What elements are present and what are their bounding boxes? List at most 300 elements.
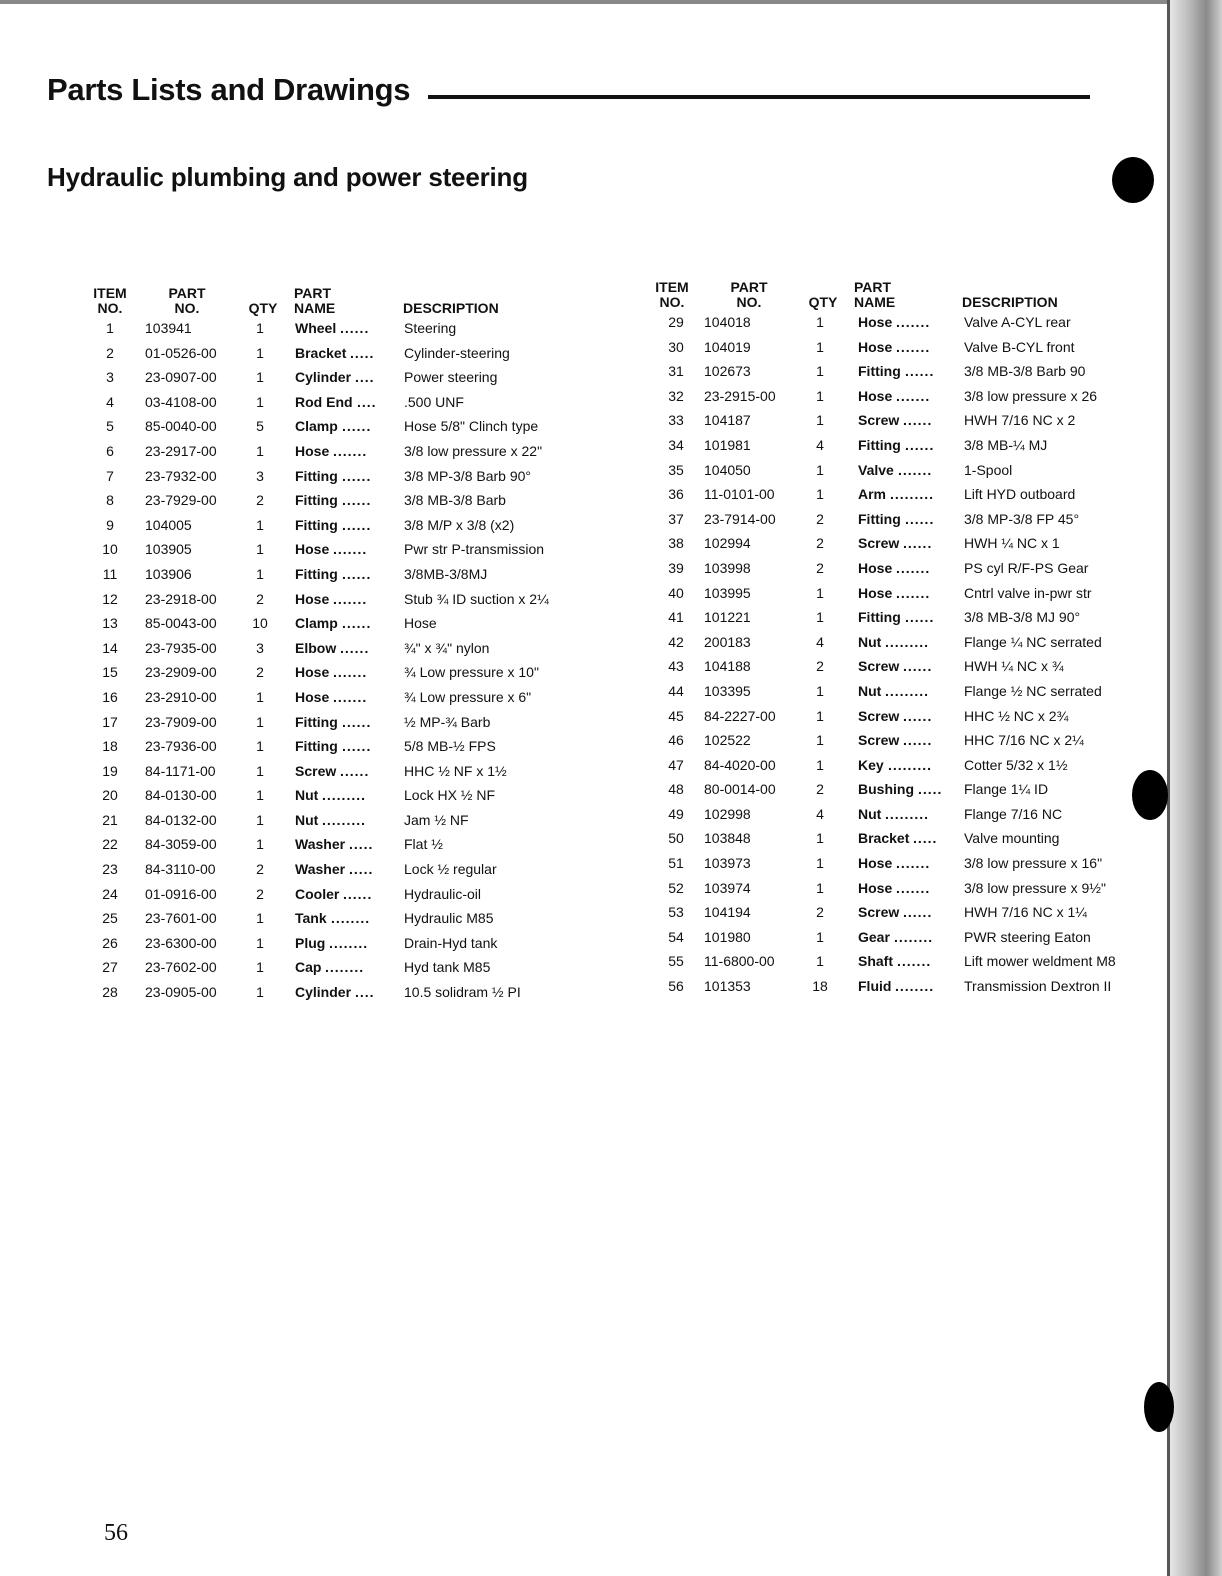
item-no: 33	[668, 412, 684, 429]
description: Flange ¼ NC serrated	[964, 633, 1102, 650]
part-name: Screw	[858, 412, 900, 429]
section-subtitle: Hydraulic plumbing and power steering	[47, 162, 528, 192]
leader-dots: ......	[342, 516, 372, 533]
qty: 1	[256, 836, 264, 853]
part-no: 102522	[704, 732, 751, 749]
leader-dots: ........	[331, 910, 371, 927]
description: Flange ½ NC serrated	[964, 682, 1102, 699]
item-no: 44	[668, 682, 684, 699]
part-name: Nut	[295, 787, 319, 804]
qty: 1	[256, 984, 264, 1001]
item-no: 6	[106, 442, 114, 459]
qty: 1	[816, 732, 824, 749]
item-no: 41	[668, 609, 684, 626]
description: Power steering	[404, 369, 498, 386]
item-no: 29	[668, 314, 684, 330]
part-name: Bracket	[858, 830, 910, 847]
leader-dots: .....	[349, 861, 374, 878]
item-no: 31	[668, 363, 684, 380]
leader-dots: ....	[355, 369, 375, 386]
leader-dots: ......	[903, 904, 933, 921]
description: Lift HYD outboard	[964, 486, 1076, 503]
item-no: 46	[668, 732, 684, 749]
part-no: 102673	[704, 363, 751, 380]
leader-dots: .......	[896, 855, 931, 872]
part-name: Hose	[858, 387, 893, 404]
part-no: 102994	[704, 535, 751, 552]
item-no: 17	[102, 713, 118, 730]
qty: 2	[256, 861, 264, 878]
part-no: 103998	[704, 559, 751, 576]
part-no: 200183	[704, 633, 751, 650]
part-name: Arm	[858, 486, 887, 503]
leader-dots: ......	[342, 738, 372, 755]
leader-dots: .........	[885, 682, 930, 699]
description: 3/8 MB-¼ MJ	[964, 436, 1048, 453]
qty: 3	[256, 639, 264, 656]
part-name: Gear	[858, 928, 890, 945]
qty: 4	[816, 805, 824, 822]
item-no: 55	[668, 953, 684, 970]
description: 3/8 MB-3/8 Barb	[404, 492, 506, 509]
leader-dots: ....	[355, 984, 375, 1001]
part-no: 103941	[145, 320, 192, 336]
leader-dots: .........	[888, 756, 933, 773]
leader-dots: ......	[342, 418, 372, 435]
part-name: Fitting	[295, 492, 338, 509]
description: 3/8 low pressure x 16"	[964, 855, 1103, 872]
part-name: Hose	[858, 314, 893, 330]
item-no: 37	[668, 510, 684, 527]
part-name: Screw	[858, 707, 900, 724]
description: Lift mower weldment M8	[964, 953, 1116, 970]
description: Pwr str P-transmission	[404, 541, 545, 558]
description: Hydraulic M85	[404, 910, 494, 927]
leader-dots: .......	[896, 584, 931, 601]
qty: 1	[816, 682, 824, 699]
qty: 1	[816, 412, 824, 429]
description: 5/8 MB-½ FPS	[404, 738, 496, 755]
description: 3/8 low pressure x 26	[964, 387, 1098, 404]
qty: 1	[256, 738, 264, 755]
part-name: Rod End	[295, 393, 353, 410]
part-name: Fluid	[858, 978, 892, 995]
leader-dots: .........	[885, 633, 930, 650]
binder-hole-middle	[1132, 770, 1168, 820]
item-no: 27	[102, 959, 118, 976]
qty: 1	[816, 879, 824, 896]
item-no: 36	[668, 486, 684, 503]
leader-dots: ........	[894, 928, 934, 945]
qty: 1	[816, 584, 824, 601]
part-no: 84-4020-00	[704, 756, 776, 773]
description: .500 UNF	[404, 393, 464, 410]
part-name: Fitting	[295, 565, 338, 582]
part-name: Hose	[295, 541, 330, 558]
description: Stub ¾ ID suction x 2¼	[404, 590, 549, 607]
leader-dots: .....	[350, 344, 375, 361]
part-name: Tank	[295, 910, 327, 927]
leader-dots: ......	[903, 732, 933, 749]
part-name: Fitting	[295, 713, 338, 730]
leader-dots: ......	[342, 615, 372, 632]
description: PWR steering Eaton	[964, 928, 1091, 945]
part-name: Screw	[858, 535, 900, 552]
part-name: Screw	[858, 904, 900, 921]
qty: 1	[256, 565, 264, 582]
leader-dots: ........	[895, 978, 935, 995]
part-name: Wheel	[295, 320, 337, 336]
leader-dots: ......	[905, 609, 935, 626]
part-name: Hose	[858, 559, 893, 576]
description: HWH 7/16 NC x 1¼	[964, 904, 1087, 921]
leader-dots: ......	[903, 535, 933, 552]
header-description: DESCRIPTION	[403, 300, 499, 316]
qty: 2	[256, 492, 264, 509]
description: Hose	[404, 615, 437, 632]
leader-dots: .......	[896, 559, 931, 576]
item-no: 38	[668, 535, 684, 552]
qty: 1	[256, 393, 264, 410]
qty: 2	[816, 559, 824, 576]
item-no: 19	[102, 762, 118, 779]
qty: 1	[816, 461, 824, 478]
item-no: 53	[668, 904, 684, 921]
leader-dots: ........	[325, 959, 365, 976]
leader-dots: ......	[903, 658, 933, 675]
part-name: Hose	[295, 664, 330, 681]
part-no: 103995	[704, 584, 751, 601]
part-no: 84-3110-00	[145, 861, 216, 878]
header-description: DESCRIPTION	[962, 294, 1058, 310]
item-no: 9	[106, 516, 114, 533]
qty: 5	[256, 418, 264, 435]
part-no: 23-2915-00	[704, 387, 776, 404]
description: Jam ½ NF	[404, 811, 469, 828]
description: Cylinder-steering	[404, 344, 510, 361]
item-no: 23	[102, 861, 118, 878]
qty: 1	[256, 787, 264, 804]
part-name: Hose	[858, 338, 893, 355]
leader-dots: .......	[896, 387, 931, 404]
part-no: 103974	[704, 879, 751, 896]
page-top-shadow	[0, 0, 1170, 4]
item-no: 11	[102, 565, 118, 582]
header-part-no: PART NO.	[168, 285, 206, 316]
qty: 2	[816, 535, 824, 552]
item-no: 39	[668, 559, 684, 576]
item-no: 16	[102, 688, 118, 705]
leader-dots: ......	[343, 885, 373, 902]
part-name: Valve	[858, 461, 894, 478]
part-no: 23-2910-00	[145, 688, 217, 705]
part-no: 101980	[704, 928, 751, 945]
item-no: 48	[668, 781, 684, 798]
item-no: 43	[668, 658, 684, 675]
part-no: 23-0905-00	[145, 984, 217, 1001]
part-no: 23-7935-00	[145, 639, 217, 656]
part-no: 103973	[704, 855, 751, 872]
part-no: 101981	[704, 436, 751, 453]
qty: 1	[256, 344, 264, 361]
part-no: 104194	[704, 904, 751, 921]
header-part-no: PART NO.	[730, 279, 768, 310]
description: Transmission Dextron II	[964, 978, 1112, 995]
part-name: Washer	[295, 836, 346, 853]
description: Flange 7/16 NC	[964, 805, 1063, 822]
leader-dots: ......	[905, 363, 935, 380]
header-item-no: ITEM NO.	[655, 279, 689, 310]
leader-dots: ......	[340, 762, 370, 779]
page-edge-shadow	[1170, 0, 1222, 1576]
part-name: Washer	[295, 861, 346, 878]
part-no: 80-0014-00	[704, 781, 776, 798]
item-no: 34	[668, 436, 684, 453]
part-name: Fitting	[858, 510, 901, 527]
item-no: 15	[102, 664, 118, 681]
part-no: 01-0916-00	[145, 885, 217, 902]
qty: 1	[256, 442, 264, 459]
description: Flange 1¼ ID	[964, 781, 1049, 798]
qty: 1	[256, 541, 264, 558]
part-name: Fitting	[295, 516, 338, 533]
description: Steering	[404, 320, 457, 336]
qty: 2	[256, 664, 264, 681]
part-no: 84-0130-00	[145, 787, 217, 804]
description: Valve mounting	[964, 830, 1060, 847]
part-name: Fitting	[295, 738, 338, 755]
part-name: Cylinder	[295, 369, 352, 386]
header-qty: QTY	[808, 294, 838, 310]
part-no: 11-6800-00	[704, 953, 775, 970]
qty: 1	[816, 855, 824, 872]
qty: 1	[816, 387, 824, 404]
description: ¾ Low pressure x 10"	[404, 664, 539, 681]
description: 3/8 MP-3/8 Barb 90°	[404, 467, 531, 484]
item-no: 25	[102, 910, 118, 927]
part-no: 84-0132-00	[145, 811, 217, 828]
part-name: Elbow	[295, 639, 337, 656]
qty: 1	[816, 609, 824, 626]
leader-dots: ......	[340, 639, 370, 656]
qty: 1	[256, 934, 264, 951]
description: HWH ¼ NC x 1	[964, 535, 1060, 552]
description: Drain-Hyd tank	[404, 934, 498, 951]
part-no: 104019	[704, 338, 751, 355]
part-no: 23-2909-00	[145, 664, 217, 681]
part-no: 01-0526-00	[145, 344, 217, 361]
part-name: Bracket	[295, 344, 347, 361]
leader-dots: .......	[898, 461, 933, 478]
description: Cotter 5/32 x 1½	[964, 756, 1068, 773]
header-part-name: PART NAME	[294, 285, 336, 316]
title-rule	[428, 95, 1090, 99]
item-no: 22	[102, 836, 118, 853]
description: 3/8 MB-3/8 MJ 90°	[964, 609, 1081, 626]
item-no: 30	[668, 338, 684, 355]
part-no: 104050	[704, 461, 751, 478]
description: HWH ¼ NC x ¾	[964, 658, 1064, 675]
qty: 1	[816, 928, 824, 945]
header-item-no: ITEM NO.	[93, 285, 127, 316]
item-no: 56	[668, 978, 684, 995]
part-name: Hose	[295, 442, 330, 459]
part-no: 23-7929-00	[145, 492, 217, 509]
item-no: 8	[106, 492, 114, 509]
part-no: 84-2227-00	[704, 707, 776, 724]
qty: 1	[816, 363, 824, 380]
description: 3/8 low pressure x 9½"	[964, 879, 1106, 896]
leader-dots: .......	[896, 338, 931, 355]
qty: 1	[256, 959, 264, 976]
item-no: 3	[106, 369, 114, 386]
leader-dots: .......	[896, 314, 931, 330]
description: 3/8 MB-3/8 Barb 90	[964, 363, 1086, 380]
leader-dots: .......	[333, 664, 368, 681]
part-name: Clamp	[295, 418, 338, 435]
qty: 18	[812, 978, 828, 995]
part-name: Bushing	[858, 781, 914, 798]
description: Hose 5/8" Clinch type	[404, 418, 539, 435]
item-no: 51	[668, 855, 684, 872]
page-number: 56	[104, 1520, 128, 1546]
part-name: Fitting	[858, 363, 901, 380]
part-no: 85-0043-00	[145, 615, 217, 632]
qty: 10	[252, 615, 268, 632]
description: ¾ Low pressure x 6"	[404, 688, 532, 705]
part-no: 103395	[704, 682, 751, 699]
item-no: 13	[102, 615, 118, 632]
leader-dots: ....	[357, 393, 377, 410]
description: 3/8 low pressure x 22"	[404, 442, 543, 459]
qty: 1	[816, 830, 824, 847]
part-no: 84-3059-00	[145, 836, 217, 853]
description: Lock ½ regular	[404, 861, 497, 878]
leader-dots: ......	[342, 467, 372, 484]
part-no: 103906	[145, 565, 192, 582]
part-name: Plug	[295, 934, 326, 951]
item-no: 28	[102, 984, 118, 1001]
part-name: Hose	[858, 584, 893, 601]
description: 10.5 solidram ½ PI	[404, 984, 521, 1001]
description: Valve B-CYL front	[964, 338, 1075, 355]
part-no: 23-7909-00	[145, 713, 217, 730]
part-name: Hose	[858, 855, 893, 872]
part-name: Fitting	[295, 467, 338, 484]
part-no: 23-7936-00	[145, 738, 217, 755]
item-no: 52	[668, 879, 684, 896]
item-no: 14	[102, 639, 118, 656]
description: 3/8MB-3/8MJ	[404, 565, 488, 582]
description: HWH 7/16 NC x 2	[964, 412, 1076, 429]
leader-dots: .........	[885, 805, 930, 822]
qty: 1	[256, 516, 264, 533]
part-no: 23-2917-00	[145, 442, 217, 459]
item-no: 20	[102, 787, 118, 804]
part-no: 102998	[704, 805, 751, 822]
description: ¾" x ¾" nylon	[404, 639, 490, 656]
qty: 4	[816, 436, 824, 453]
leader-dots: ......	[340, 320, 370, 336]
qty: 2	[816, 904, 824, 921]
part-name: Cooler	[295, 885, 340, 902]
part-no: 23-7601-00	[145, 910, 217, 927]
part-name: Hose	[295, 688, 330, 705]
part-name: Hose	[295, 590, 330, 607]
part-name: Cylinder	[295, 984, 352, 1001]
part-no: 104187	[704, 412, 751, 429]
part-no: 84-1171-00	[145, 762, 216, 779]
page-title: Parts Lists and Drawings	[47, 72, 411, 107]
leader-dots: .....	[349, 836, 374, 853]
leader-dots: ......	[905, 510, 935, 527]
part-no: 11-0101-00	[704, 486, 775, 503]
leader-dots: ......	[342, 492, 372, 509]
item-no: 18	[102, 738, 118, 755]
leader-dots: .......	[333, 590, 368, 607]
qty: 1	[816, 953, 824, 970]
qty: 2	[816, 658, 824, 675]
header-part-name: PART NAME	[854, 279, 896, 310]
item-no: 21	[102, 811, 118, 828]
part-name: Nut	[858, 633, 882, 650]
description: HHC ½ NC x 2¾	[964, 707, 1069, 724]
qty: 2	[256, 590, 264, 607]
leader-dots: .......	[896, 879, 931, 896]
qty: 1	[816, 756, 824, 773]
leader-dots: ......	[905, 436, 935, 453]
item-no: 49	[668, 805, 684, 822]
part-no: 101353	[704, 978, 751, 995]
description: Hyd tank M85	[404, 959, 491, 976]
item-no: 42	[668, 633, 684, 650]
leader-dots: .......	[897, 953, 932, 970]
part-no: 23-7932-00	[145, 467, 217, 484]
part-no: 23-0907-00	[145, 369, 217, 386]
part-name: Shaft	[858, 953, 893, 970]
item-no: 1	[106, 320, 114, 336]
description: ½ MP-¾ Barb	[404, 713, 491, 730]
qty: 2	[816, 510, 824, 527]
leader-dots: .....	[913, 830, 938, 847]
item-no: 10	[102, 541, 118, 558]
qty: 1	[256, 762, 264, 779]
leader-dots: ......	[903, 412, 933, 429]
item-no: 26	[102, 934, 118, 951]
description: Valve A-CYL rear	[964, 314, 1071, 330]
leader-dots: ........	[329, 934, 369, 951]
header-qty: QTY	[248, 300, 278, 316]
part-no: 23-7914-00	[704, 510, 776, 527]
item-no: 2	[106, 344, 114, 361]
leader-dots: .......	[333, 442, 368, 459]
item-no: 4	[106, 393, 114, 410]
part-name: Key	[858, 756, 884, 773]
leader-dots: .........	[322, 787, 367, 804]
part-no: 23-6300-00	[145, 934, 217, 951]
qty: 3	[256, 467, 264, 484]
part-name: Nut	[295, 811, 319, 828]
part-no: 103905	[145, 541, 192, 558]
part-no: 85-0040-00	[145, 418, 217, 435]
part-no: 103848	[704, 830, 751, 847]
part-name: Clamp	[295, 615, 338, 632]
part-name: Nut	[858, 805, 882, 822]
leader-dots: ......	[342, 565, 372, 582]
item-no: 7	[106, 467, 114, 484]
item-no: 32	[668, 387, 684, 404]
item-no: 45	[668, 707, 684, 724]
